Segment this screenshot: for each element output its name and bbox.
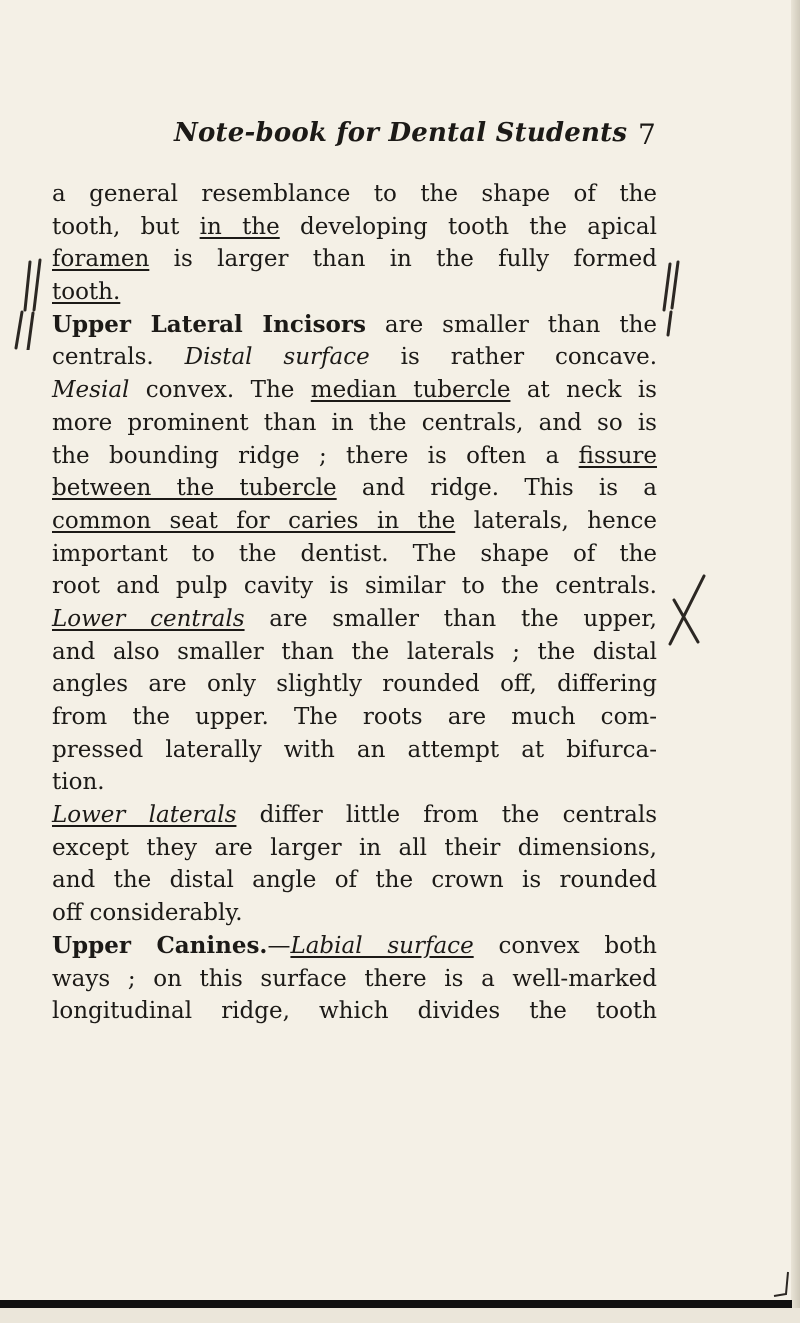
- margin-cross-mark: [660, 560, 710, 650]
- margin-bracket-mark-left: [0, 250, 60, 350]
- text-line: [52, 995, 657, 1028]
- text-segment: and also smaller than the laterals ; the distal: [52, 638, 657, 665]
- text-segment: off considerably.: [52, 900, 243, 927]
- text-line: [52, 570, 657, 603]
- text-line: [52, 766, 657, 799]
- text-segment: fissure: [578, 442, 657, 469]
- text-segment: is larger than in the fully formed: [149, 246, 657, 273]
- text-line: [52, 864, 657, 897]
- text-line: [52, 701, 657, 734]
- bottom-rule: [0, 1300, 792, 1308]
- emphasis-text: Lower centrals: [52, 605, 245, 632]
- header-title: Note-book for Dental Students: [174, 118, 628, 148]
- text-line: [52, 963, 657, 996]
- text-segment: at neck is: [510, 377, 657, 404]
- text-line: [52, 636, 657, 669]
- text-segment: from the upper. The roots are much com-: [52, 704, 657, 730]
- text-segment: developing tooth the apical: [279, 213, 657, 240]
- text-segment: are smaller than the upper,: [244, 605, 657, 632]
- text-line: [52, 178, 657, 211]
- text-line: [52, 440, 657, 473]
- text-line: [52, 734, 657, 767]
- corner-mark: [770, 1270, 792, 1300]
- text-line: [52, 374, 657, 407]
- text-line: [52, 243, 657, 276]
- text-segment: tion.: [52, 769, 105, 796]
- bottom-margin: [0, 1308, 800, 1323]
- text-line: [52, 276, 657, 309]
- text-segment: is rather concave.: [369, 344, 658, 371]
- running-header: [160, 118, 660, 158]
- text-segment: —: [267, 932, 291, 959]
- text-segment: median tubercle: [310, 377, 511, 404]
- text-segment: root and pulp cavity is similar to the centrals.: [52, 573, 657, 600]
- text-line: [52, 832, 657, 865]
- emphasis-text: Labial surface: [290, 932, 474, 959]
- text-segment: in the: [199, 213, 280, 240]
- text-line: [52, 341, 657, 374]
- page-number: 7: [638, 118, 656, 151]
- text-line: [52, 407, 657, 440]
- text-line: [52, 505, 657, 538]
- text-line: [52, 309, 657, 342]
- text-segment: foramen: [52, 246, 150, 273]
- text-segment: convex both: [473, 932, 657, 959]
- text-line: [52, 538, 657, 571]
- text-segment: convex. The: [129, 377, 311, 404]
- text-segment: between the tubercle: [52, 475, 337, 502]
- text-segment: pressed laterally with an attempt at bifurca-: [52, 736, 657, 763]
- text-segment: ways ; on this surface there is a well-marked: [52, 965, 657, 992]
- text-segment: and the distal angle of the crown is rounded: [52, 867, 657, 894]
- body-text: [52, 178, 657, 1028]
- text-segment: a general resemblance to the shape of the: [52, 181, 657, 207]
- margin-bracket-mark-right: [650, 250, 690, 340]
- text-segment: tooth, but: [52, 213, 200, 240]
- text-segment: laterals, hence: [455, 507, 658, 534]
- text-line: [52, 668, 657, 701]
- text-line: [52, 211, 657, 244]
- text-segment: angles are only slightly rounded off, differing: [52, 671, 657, 698]
- text-segment: the bounding ridge ; there is often a: [52, 442, 579, 469]
- page-edge: [791, 0, 800, 1323]
- emphasis-text: Distal surface: [184, 344, 370, 371]
- text-line: [52, 603, 657, 636]
- text-segment: important to the dentist. The shape of the: [52, 540, 657, 567]
- text-segment: centrals.: [52, 344, 185, 371]
- text-segment: longitudinal ridge, which divides the tooth: [52, 998, 657, 1025]
- text-segment: differ little from the centrals: [236, 802, 657, 829]
- emphasis-text: Lower laterals: [52, 802, 237, 829]
- text-segment: are smaller than the: [365, 311, 657, 338]
- text-segment: except they are larger in all their dimensions,: [52, 834, 657, 861]
- text-segment: and ridge. This is a: [336, 475, 657, 502]
- text-line: [52, 930, 657, 963]
- text-segment: tooth.: [52, 279, 121, 306]
- text-segment: common seat for caries in the: [52, 507, 456, 534]
- text-line: [52, 472, 657, 505]
- text-line: [52, 897, 657, 930]
- section-heading: Upper Lateral Incisors: [52, 310, 366, 338]
- text-line: [52, 799, 657, 832]
- section-heading: Upper Canines.: [52, 931, 268, 959]
- text-segment: more prominent than in the centrals, and so is: [52, 409, 657, 436]
- emphasis-text: Mesial: [52, 377, 130, 404]
